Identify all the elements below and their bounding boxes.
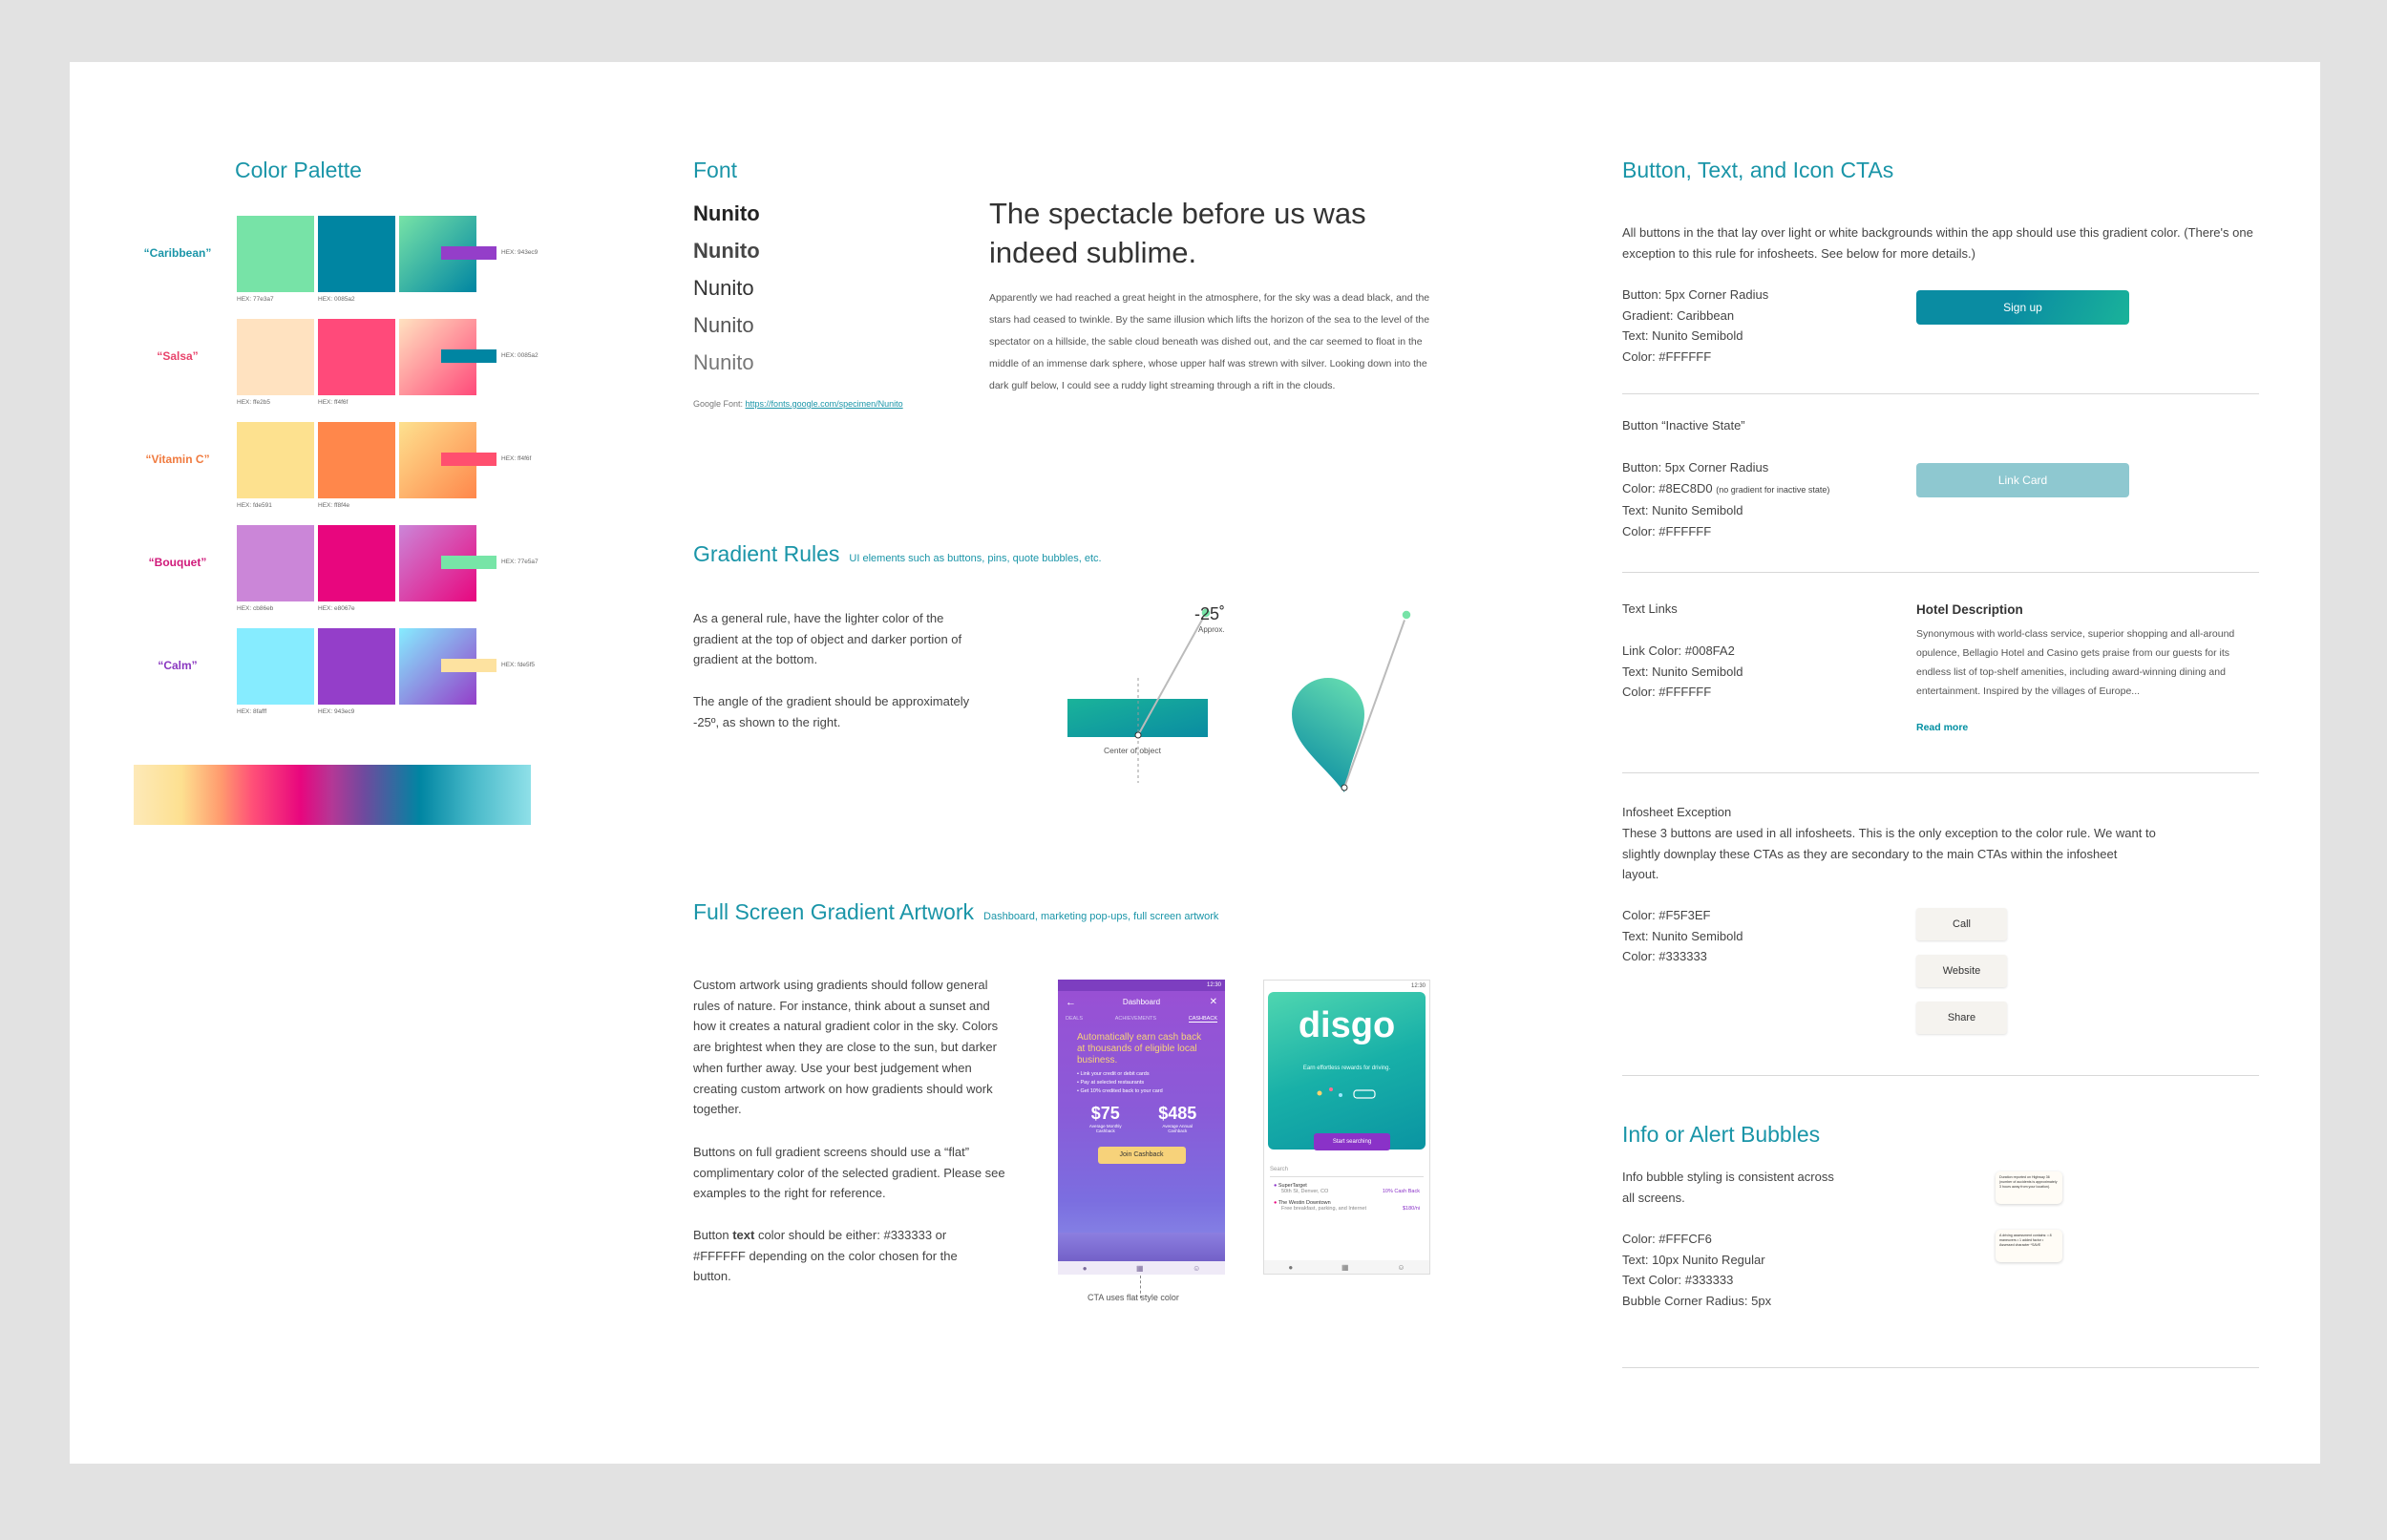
list-item[interactable]: [1274, 1183, 1420, 1194]
font-title: Font: [693, 158, 738, 182]
artwork-subtitle: Dashboard, marketing pop-ups, full screen artwork: [983, 911, 1219, 922]
gradient-rules-p2: The angle of the gradient should be approximately -25º, as shown to the right.: [693, 694, 970, 729]
text-links-spec: [1622, 641, 1743, 703]
back-arrow-icon[interactable]: ←: [1066, 997, 1076, 1008]
dark-hex-label: HEX: e8067e: [318, 605, 355, 612]
font-paragraph: Apparently we had reached a great height in the atmosphere, for the sky was a dead black, and the stars had ceased to twinkle. By the same illusion which lifts the horizon of the sea to the level of the spectator on a hillside, the sable cloud beneath was dished out, and the car seemed to float in the middle of an immense dark sphere, whose upper half was strewn with silver. Looking down into the dark gulf below, I could see a ruddy light streaming through a rift in the clouds.: [989, 292, 1430, 391]
phone-disgo-mockup: [1263, 980, 1430, 1275]
dark-hex-label: HEX: 943ec9: [318, 708, 355, 715]
dashboard-tabs: [1058, 1016, 1225, 1023]
bubbles-spec: [1622, 1229, 1771, 1312]
inactive-spec: [1622, 457, 1829, 542]
dark-hex-label: HEX: ff4f6f: [318, 399, 349, 406]
dashboard-header-title: Dashboard: [1122, 998, 1161, 1006]
divider: [1622, 1367, 2259, 1368]
item2-sub: Free breakfast, parking, and Internet: [1281, 1206, 1366, 1212]
list-item[interactable]: [1274, 1200, 1420, 1212]
stat-annual-value: $485: [1158, 1104, 1197, 1123]
bubbles-title: Info or Alert Bubbles: [1622, 1122, 1821, 1147]
palette-name: “Calm”: [158, 659, 198, 672]
light-hex-label: HEX: 8fafff: [237, 708, 267, 715]
cta-intro: All buttons in the that lay over light or white backgrounds within the app should use this gradient color. (There's one exception to this rule for infosheets. See below for more details.): [1622, 225, 2253, 261]
account-nav-icon[interactable]: ☺: [1193, 1263, 1201, 1273]
light-hex-label: HEX: 77e3a7: [237, 296, 274, 303]
infosheet-text: These 3 buttons are used in all infosheets. This is the only exception to the color rule. We want to slightly downplay these CTAs as they are secondary to the main CTAs within the infosheet layout.: [1622, 826, 2156, 882]
dark-color-swatch: [318, 525, 395, 601]
start-searching-button[interactable]: Start searching: [1314, 1133, 1390, 1150]
links-spec-line: Text: Nunito Semibold: [1622, 664, 1743, 679]
button-spec-line: Color: #FFFFFF: [1622, 349, 1712, 365]
bottom-nav: [1058, 1261, 1225, 1275]
cta-title: Button, Text, and Icon CTAs: [1622, 158, 1894, 182]
profile-nav-icon[interactable]: ●: [1288, 1262, 1294, 1272]
artwork-p3-bold: text: [732, 1228, 755, 1242]
artwork-p2: Buttons on full gradient screens should use a “flat” complimentary color of the selected gradient. Please see examples to the right for reference.: [693, 1145, 1005, 1201]
palette-name: “Vitamin C”: [145, 453, 210, 466]
combined-gradient-strip: [134, 765, 531, 825]
stat-annual-label: Average Annual Cashback: [1162, 1124, 1194, 1133]
item2-title: The Westin Downtown: [1278, 1200, 1331, 1206]
stat-monthly: [1087, 1104, 1125, 1133]
bubble-spec-line: Text: 10px Nunito Regular: [1622, 1252, 1765, 1267]
light-hex-label: HEX: fde591: [237, 502, 272, 509]
car-illustration: [1312, 1086, 1384, 1101]
inactive-spec-line: Color: #FFFFFF: [1622, 524, 1712, 539]
approx-label: Approx.: [1198, 625, 1225, 634]
item1-sub: 50th St, Denver, CO: [1281, 1189, 1329, 1194]
hotel-description-title: Hotel Description: [1916, 602, 2023, 617]
font-sample-extralight: Nunito: [693, 350, 754, 374]
map-nav-icon[interactable]: ▦: [1341, 1262, 1349, 1272]
phone-caption: CTA uses flat style color: [1088, 1293, 1179, 1302]
dark-color-swatch: [318, 422, 395, 498]
read-more-link[interactable]: Read more: [1916, 722, 1969, 733]
bubbles-intro: Info bubble styling is consistent across all screens.: [1622, 1170, 1834, 1205]
disgo-tagline: Earn effortless rewards for driving.: [1302, 1065, 1391, 1071]
accent-color-bar: [441, 659, 496, 672]
store-icon: ●: [1274, 1183, 1278, 1189]
button-spec: [1622, 285, 1768, 368]
light-color-swatch: [237, 319, 314, 395]
dark-color-swatch: [318, 628, 395, 705]
accent-color-bar: [441, 246, 496, 260]
artwork-p3: [693, 1225, 999, 1287]
stat-annual: [1158, 1104, 1196, 1133]
google-font-note: [693, 399, 903, 409]
angle-label: -25˚: [1194, 604, 1226, 623]
inactive-color-value: Color: #8EC8D0: [1622, 480, 1713, 496]
gradient-angle-diagram: [1053, 592, 1531, 840]
font-sample-light: Nunito: [693, 313, 754, 337]
inactive-spec-line: Button: 5px Corner Radius: [1622, 460, 1769, 475]
tab-cashback[interactable]: CASHBACK: [1188, 1016, 1217, 1022]
dark-color-swatch: [318, 319, 395, 395]
item2-tag: $180/ni: [1402, 1206, 1420, 1212]
hotel-icon: ●: [1274, 1200, 1278, 1206]
gradient-rules-subtitle: UI elements such as buttons, pins, quote bubbles, etc.: [849, 553, 1102, 564]
stat-monthly-label: Average Monthly Cashback: [1088, 1124, 1122, 1133]
artwork-p3-post: color should be either: #333333 or #FFFFFF depending on the color chosen for the button.: [693, 1228, 958, 1284]
dark-color-swatch: [318, 216, 395, 292]
disgo-search-input[interactable]: Search: [1270, 1163, 1424, 1177]
infosheet-title: Infosheet Exception: [1622, 805, 1732, 819]
bullet-3: • Get 10% credited back to your card: [1077, 1088, 1163, 1094]
cashback-headline: Automatically earn cash back at thousands of eligible local business.: [1077, 1032, 1202, 1065]
artwork-p3-pre: Button: [693, 1228, 733, 1242]
item1-title: SuperTarget: [1278, 1183, 1307, 1189]
divider: [1622, 393, 2259, 394]
infosheet-spec: [1622, 905, 1743, 967]
palette-name: “Salsa”: [157, 349, 199, 363]
button-spec-line: Button: 5px Corner Radius: [1622, 287, 1769, 302]
button-spec-line: Text: Nunito Semibold: [1622, 328, 1743, 344]
close-icon[interactable]: ✕: [1209, 997, 1217, 1007]
info-spec-line: Color: #333333: [1622, 949, 1707, 964]
light-color-swatch: [237, 628, 314, 705]
hotel-description-text: Synonymous with world-class service, superior shopping and all-around opulence, Bellagio Hotel and Casino gets praise from our guests for its endless list of top-shelf amenities, including award-winning dining and entertainment. Inspired by the villages of Europe...: [1916, 628, 2235, 697]
call-button[interactable]: Call: [1916, 908, 2007, 940]
accent-hex-label: HEX: 943ec9: [501, 249, 539, 256]
item1-tag: 10% Cash Back: [1382, 1189, 1420, 1194]
disgo-status-bar: 12:30: [1264, 981, 1429, 992]
divider: [1622, 772, 2259, 773]
bubble-spec-line: Text Color: #333333: [1622, 1273, 1734, 1288]
gradient-rules-title: [693, 541, 1102, 567]
share-button[interactable]: Share: [1916, 1002, 2007, 1034]
tab-deals[interactable]: DEALS: [1066, 1016, 1084, 1022]
cashback-bullets: [1058, 1066, 1225, 1096]
center-of-object-label: Center of object: [1104, 746, 1162, 755]
map-nav-icon[interactable]: ▦: [1136, 1263, 1144, 1273]
info-spec-line: Text: Nunito Semibold: [1622, 928, 1743, 943]
inactive-state-title: Button “Inactive State”: [1622, 418, 1745, 432]
bullet-2: • Pay at selected restaurants: [1077, 1080, 1145, 1086]
divider: [1622, 1075, 2259, 1076]
links-spec-line: Color: #FFFFFF: [1622, 685, 1712, 700]
link-card-button-inactive[interactable]: Link Card: [1916, 463, 2129, 497]
accent-hex-label: HEX: fde5f5: [501, 662, 536, 668]
mountain-artwork: [1058, 1233, 1225, 1261]
font-sample-semibold: Nunito: [693, 239, 760, 263]
color-palette-title: Color Palette: [235, 158, 362, 182]
artwork-p1: Custom artwork using gradients should follow general rules of nature. For instance, think about a sunset and how it creates a natural gradient color in the sky. Colors are brightest when they are close to the sun, but darker when further away. Use your best judgement when creating custom artwork on how gradients should work together.: [693, 978, 999, 1117]
font-sample-bold: Nunito: [693, 201, 760, 225]
sample-gradient-pin: [1292, 678, 1364, 792]
text-links-title: Text Links: [1622, 601, 1678, 616]
cashback-stats: [1058, 1096, 1225, 1133]
palette-name: “Bouquet”: [148, 556, 207, 569]
light-hex-label: HEX: cb86eb: [237, 605, 274, 612]
google-font-label: Google Font:: [693, 399, 746, 409]
status-bar: 12:30: [1058, 980, 1225, 991]
disgo-logo: disgo: [1298, 1005, 1396, 1045]
accent-hex-label: HEX: 0085a2: [501, 352, 539, 359]
accent-hex-label: HEX: ff4f6f: [501, 455, 532, 462]
font-sample-regular: Nunito: [693, 276, 754, 300]
sign-up-button[interactable]: Sign up: [1916, 290, 2129, 325]
info-bubble-2: A driving assessment contains: • 8 maneuvers • 1 added factor • Assessed character *SAVE: [1996, 1230, 2062, 1262]
profile-nav-icon[interactable]: ●: [1082, 1263, 1088, 1273]
stat-monthly-value: $75: [1090, 1104, 1120, 1123]
dark-hex-label: HEX: 0085a2: [318, 296, 355, 303]
palette-name: “Caribbean”: [143, 246, 212, 260]
inactive-spec-line: Text: Nunito Semibold: [1622, 503, 1743, 518]
links-spec-line: Link Color: #008FA2: [1622, 643, 1735, 658]
google-font-link[interactable]: https://fonts.google.com/specimen/Nunito: [745, 399, 903, 409]
button-spec-line: Gradient: Caribbean: [1622, 307, 1735, 323]
accent-color-bar: [441, 453, 496, 466]
light-hex-label: HEX: ffe2b5: [237, 399, 270, 406]
disgo-bottom-nav: [1264, 1260, 1429, 1274]
disgo-hero-card: [1268, 992, 1426, 1150]
gradient-rules-p1: As a general rule, have the lighter color of the gradient at the top of object and darker portion of gradient at the bottom.: [693, 611, 962, 667]
dashboard-header: [1058, 991, 1225, 1016]
inactive-color-note: (no gradient for inactive state): [1716, 484, 1830, 495]
join-cashback-button[interactable]: Join Cashback: [1098, 1147, 1186, 1164]
bullet-1: • Link your credit or debit cards: [1077, 1071, 1150, 1077]
divider: [1622, 572, 2259, 573]
accent-hex-label: HEX: 77e5a7: [501, 559, 539, 565]
bubble-spec-line: Color: #FFFCF6: [1622, 1232, 1712, 1246]
gradient-rules-heading: Gradient Rules: [693, 541, 840, 566]
artwork-title: [693, 899, 1218, 925]
light-color-swatch: [237, 422, 314, 498]
font-headline: The spectacle before us was indeed sublime.: [989, 197, 1366, 269]
account-nav-icon[interactable]: ☺: [1397, 1262, 1405, 1272]
info-spec-line: Color: #F5F3EF: [1622, 908, 1711, 922]
website-button[interactable]: Website: [1916, 955, 2007, 987]
tab-achievements[interactable]: ACHIEVEMENTS: [1114, 1016, 1157, 1022]
bubble-spec-line: Bubble Corner Radius: 5px: [1622, 1294, 1772, 1309]
accent-color-bar: [441, 556, 496, 569]
accent-color-bar: [441, 349, 496, 363]
inactive-spec-line: [1622, 478, 1829, 501]
info-bubble-1: Duration reported on Highway 36 (number of accidents is approximately 3 hours away from your location).: [1996, 1171, 2062, 1204]
phone-dashboard-mockup: [1058, 980, 1225, 1275]
style-guide-sheet: [70, 62, 2320, 1464]
light-color-swatch: [237, 216, 314, 292]
light-color-swatch: [237, 525, 314, 601]
dark-hex-label: HEX: ff8f4e: [318, 502, 350, 509]
artwork-heading: Full Screen Gradient Artwork: [693, 899, 975, 924]
